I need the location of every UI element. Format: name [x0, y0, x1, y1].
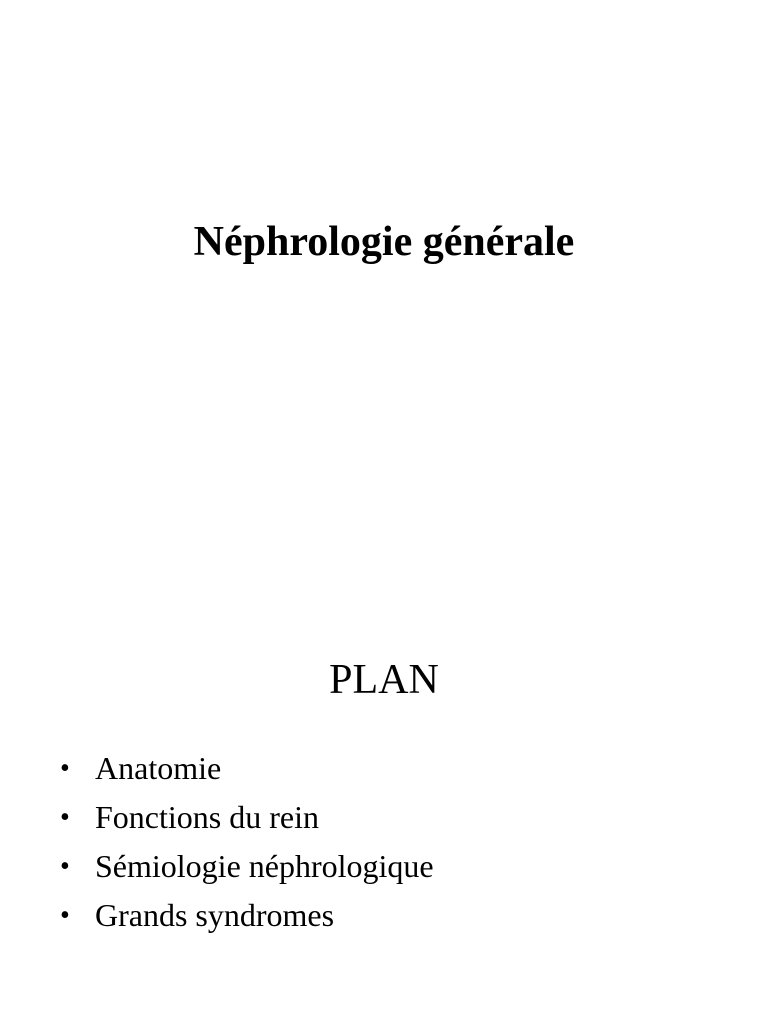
- page-title: Néphrologie générale: [193, 219, 575, 265]
- plan-heading: PLAN: [329, 657, 439, 703]
- bullet-icon: •: [60, 753, 70, 784]
- list-item: [60, 793, 740, 842]
- list-item-label: Fonctions du rein: [95, 799, 319, 835]
- list-item: [60, 842, 740, 891]
- plan-list: [60, 744, 740, 940]
- list-item: [60, 744, 740, 793]
- bullet-icon: •: [60, 802, 70, 833]
- list-item-label: Grands syndromes: [95, 897, 335, 933]
- list-item-label: Sémiologie néphrologique: [95, 848, 434, 884]
- list-item: [60, 891, 740, 940]
- bullet-icon: •: [60, 851, 70, 882]
- list-item-label: Anatomie: [95, 750, 222, 786]
- bullet-icon: •: [60, 900, 70, 931]
